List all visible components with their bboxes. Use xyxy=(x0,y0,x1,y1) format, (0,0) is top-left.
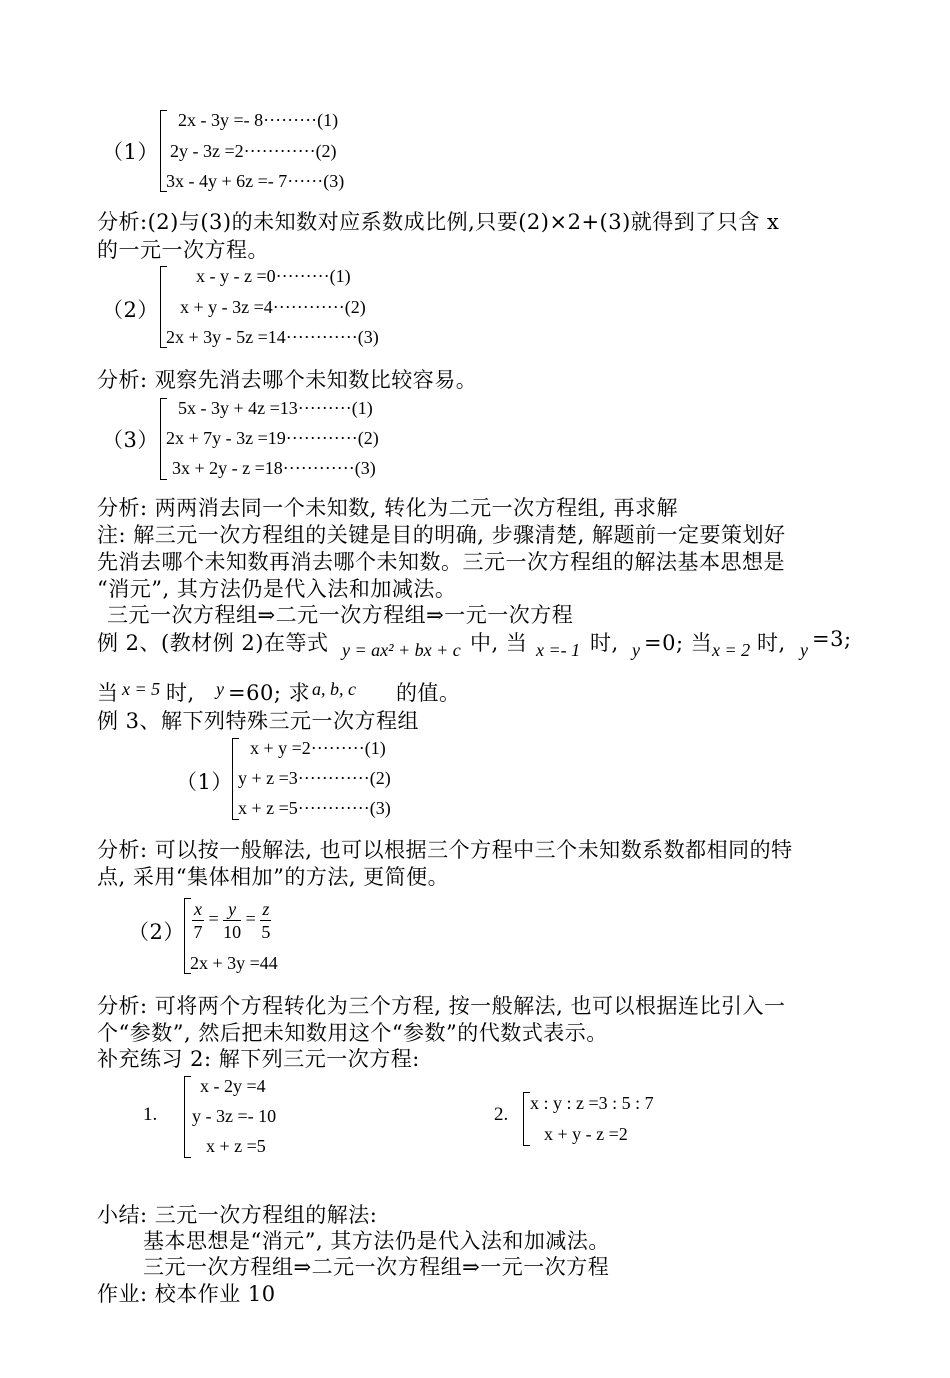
equation-line: 5x - 3y + 4z =13·········(1) xyxy=(178,398,373,418)
condition-x-3: x = 5 xyxy=(122,679,161,699)
equation-line: x + z =5············(3) xyxy=(238,798,391,818)
equation-line: 2x + 3y =44 xyxy=(190,953,278,973)
equation-line: 2x - 3y =- 8·········(1) xyxy=(178,110,339,130)
equation-line: x + y - z =2 xyxy=(544,1124,628,1144)
analysis-2: 分析: 观察先消去哪个未知数比较容易。 xyxy=(97,368,478,392)
summary-line-2: 三元一次方程组⇒二元一次方程组⇒一元一次方程 xyxy=(143,1255,610,1279)
equation-line: 3x + 2y - z =18············(3) xyxy=(172,458,376,478)
equation-line: 2x + 3y - 5z =14············(3) xyxy=(166,327,379,347)
summary-title: 小结: 三元一次方程组的解法: xyxy=(97,1203,378,1227)
system-1-label: （1） xyxy=(102,140,159,164)
analysis-4-line-1: 分析: 可以按一般解法, 也可以根据三个方程中三个未知数系数都相同的特 xyxy=(97,838,793,862)
analysis-3: 分析: 两两消去同一个未知数, 转化为二元一次方程组, 再求解 xyxy=(97,496,678,520)
practice-1-label: 1. xyxy=(143,1104,158,1125)
equation-line: x + z =5 xyxy=(206,1136,266,1156)
note-line-3: “消元”, 其方法仍是代入法和加减法。 xyxy=(97,577,457,601)
example-2-text: =0; 当 xyxy=(644,631,713,655)
example-2-text: 时, xyxy=(590,631,619,655)
analysis-5-line-1: 分析: 可将两个方程转化为三个方程, 按一般解法, 也可以根据连比引入一 xyxy=(97,994,786,1018)
example-2-equation: y = ax² + bx + c xyxy=(342,640,461,660)
system-3-label: （3） xyxy=(102,428,159,452)
system-1-brace xyxy=(160,110,161,192)
condition-x-2: x = 2 xyxy=(712,640,751,660)
equation-line: 2x + 7y - 3z =19············(2) xyxy=(166,428,379,448)
flow-line-1: 三元一次方程组⇒二元一次方程组⇒一元一次方程 xyxy=(107,603,574,627)
practice-title: 补充练习 2: 解下列三元一次方程: xyxy=(97,1047,420,1071)
equation-line: 2y - 3z =2············(2) xyxy=(170,141,337,161)
equation-line: x - y - z =0·········(1) xyxy=(196,266,351,286)
fraction-x-over-7: $\frac{x}{7}$ xyxy=(193,899,203,942)
example-2-text: =3; xyxy=(812,627,852,651)
summary-line-1: 基本思想是“消元”, 其方法仍是代入法和加减法。 xyxy=(143,1229,610,1253)
example-3-1-label: （1） xyxy=(176,770,233,794)
homework: 作业: 校本作业 10 xyxy=(97,1282,276,1306)
analysis-1-line-2: 的一元一次方程。 xyxy=(97,238,269,262)
equation-line: y + z =3············(2) xyxy=(238,768,391,788)
fraction-z-over-5: $\frac{z}{5}$ xyxy=(261,899,271,942)
example-2-line-2: =60; 求 xyxy=(228,681,311,705)
equation-line: x + y - 3z =4············(2) xyxy=(180,297,366,317)
practice-2-label: 2. xyxy=(494,1104,509,1125)
example-3-1-brace xyxy=(232,738,233,820)
example-3-title: 例 3、解下列特殊三元一次方程组 xyxy=(97,709,420,733)
example-2-text: 时, xyxy=(757,631,786,655)
equation-line: y - 3z =- 10 xyxy=(192,1106,277,1126)
equation-line: x : y : z =3 : 5 : 7 xyxy=(530,1093,654,1113)
practice-1-brace xyxy=(184,1076,185,1158)
system-2-label: （2） xyxy=(102,298,159,322)
variable-y: y xyxy=(800,640,808,660)
proportion-equation: $\frac{x}{7}$ = $\frac{y}{10}$ = $\frac{z}{5}$ xyxy=(193,899,271,942)
example-2-line-2: 当 xyxy=(97,681,119,705)
note-line-2: 先消去哪个未知数再消去哪个未知数。三元一次方程组的解法基本思想是 xyxy=(97,550,785,574)
analysis-1-line-1: 分析:(2)与(3)的未知数对应系数成比例,只要(2)×2+(3)就得到了只含 x xyxy=(97,210,780,234)
analysis-4-line-2: 点, 采用“集体相加”的方法, 更简便。 xyxy=(97,865,450,889)
equation-line: 3x - 4y + 6z =- 7······(3) xyxy=(166,171,345,191)
system-3-brace xyxy=(160,398,161,480)
example-2-line-2: 时, xyxy=(166,681,195,705)
system-2-brace xyxy=(160,266,161,348)
example-2-line-2: 的值。 xyxy=(396,681,461,705)
example-3-2-label: （2） xyxy=(128,920,185,944)
condition-x-1: x =- 1 xyxy=(536,640,581,660)
equation-line: x - 2y =4 xyxy=(200,1076,266,1096)
analysis-5-line-2: 个“参数”, 然后把未知数用这个“参数”的代数式表示。 xyxy=(97,1021,608,1045)
example-3-2-brace xyxy=(184,898,185,974)
equation-line: x + y =2·········(1) xyxy=(250,738,386,758)
practice-2-brace xyxy=(523,1092,524,1146)
variable-y: y xyxy=(632,640,640,660)
example-2-text: 中, 当 xyxy=(470,631,528,655)
variable-y: y xyxy=(216,679,224,699)
unknowns-abc: a, b, c xyxy=(312,679,356,699)
example-2-intro: 例 2、(教材例 2)在等式 xyxy=(97,631,329,655)
fraction-y-over-10: $\frac{y}{10}$ xyxy=(223,899,242,942)
note-line-1: 注: 解三元一次方程组的关键是目的明确, 步骤清楚, 解题前一定要策划好 xyxy=(97,523,786,547)
